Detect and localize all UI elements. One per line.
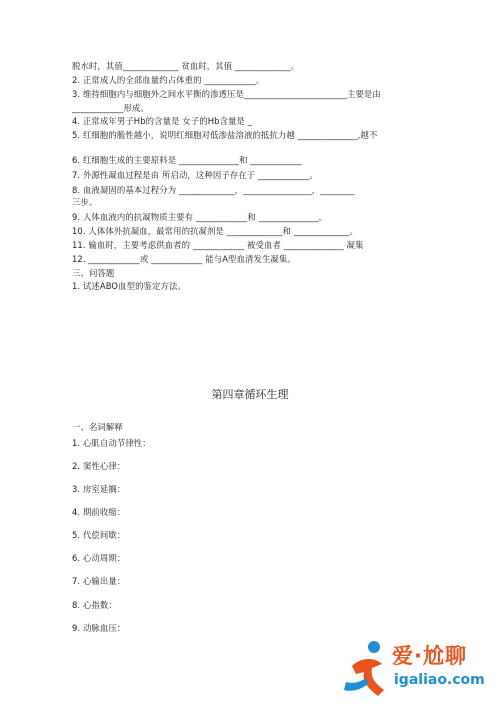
text-line-8: 7. 外源性凝血过程是由 所启动，这种因子存在于 ____________。 xyxy=(72,170,318,180)
text-line-10: 三步。 xyxy=(72,197,98,207)
text-line-7: 6. 红细胞生成的主要原料是 ______________和 ____________ xyxy=(72,155,302,165)
text-line-12: 10. 人体体外抗凝血，最常用的抗凝剂是 _____________和 _____________。 xyxy=(72,226,358,236)
text-line-3: 3. 维持细胞内与细胞外之间水平衡的渗透压是________________________主要是由 xyxy=(72,89,381,99)
term-item-7: 7. 心输出量： xyxy=(72,576,126,586)
text-line-6: 5. 红细胞的脆性越小，说明红细胞对低渗盐溶液的抵抗力越 ______________,越不 xyxy=(72,130,378,140)
text-line-4: ____________形成。 xyxy=(72,103,149,113)
term-item-5: 5. 代偿间歇： xyxy=(72,530,126,540)
watermark xyxy=(336,636,500,708)
text-line-5: 4. 正常成年男子Hb的含量是 女子的Hb含量是 _ xyxy=(72,116,252,126)
text-line-1: 脱水时，其值_____________ 贫血时，其值 _____________。 xyxy=(72,61,300,71)
term-item-6: 6. 心动周期： xyxy=(72,553,126,563)
chapter-title: 第四章循环生理 xyxy=(211,388,289,401)
term-item-3: 3. 房室延搁： xyxy=(72,484,126,494)
text-line-13: 11. 输血时，主要考虑供血者的 ____________ 被受血者 ______________ 凝集 xyxy=(72,240,364,250)
text-line-14: 12. ____________或 ____________ 能与A型血清发生凝集。 xyxy=(72,254,296,264)
text-line-11: 9. 人体血液内的抗凝物质主要有 ____________和 ______________。 xyxy=(72,212,328,222)
text-line-16: 1. 试述ABO血型的鉴定方法。 xyxy=(72,281,186,291)
text-line-9: 8. 血液凝固的基本过程分为 _____________，________________，________ xyxy=(72,185,355,195)
term-item-2: 2. 窦性心律： xyxy=(72,461,126,471)
term-item-9: 9. 动脉血压： xyxy=(72,623,126,633)
section-label: 一、名词解释 xyxy=(72,422,123,432)
term-item-8: 8. 心指数： xyxy=(72,600,117,610)
watermark-brand: 爱·尬聊 xyxy=(392,644,467,668)
text-line-2: 2. 正常成人的全部血量约占体重的 ____________。 xyxy=(72,75,265,85)
term-item-1: 1. 心肌自动节律性： xyxy=(72,438,151,448)
watermark-url: igaliao.com xyxy=(394,672,485,688)
running-figure-logo-icon xyxy=(342,638,392,700)
term-item-4: 4. 期前收缩： xyxy=(72,507,126,517)
text-line-15: 三、问答题 xyxy=(72,268,115,278)
